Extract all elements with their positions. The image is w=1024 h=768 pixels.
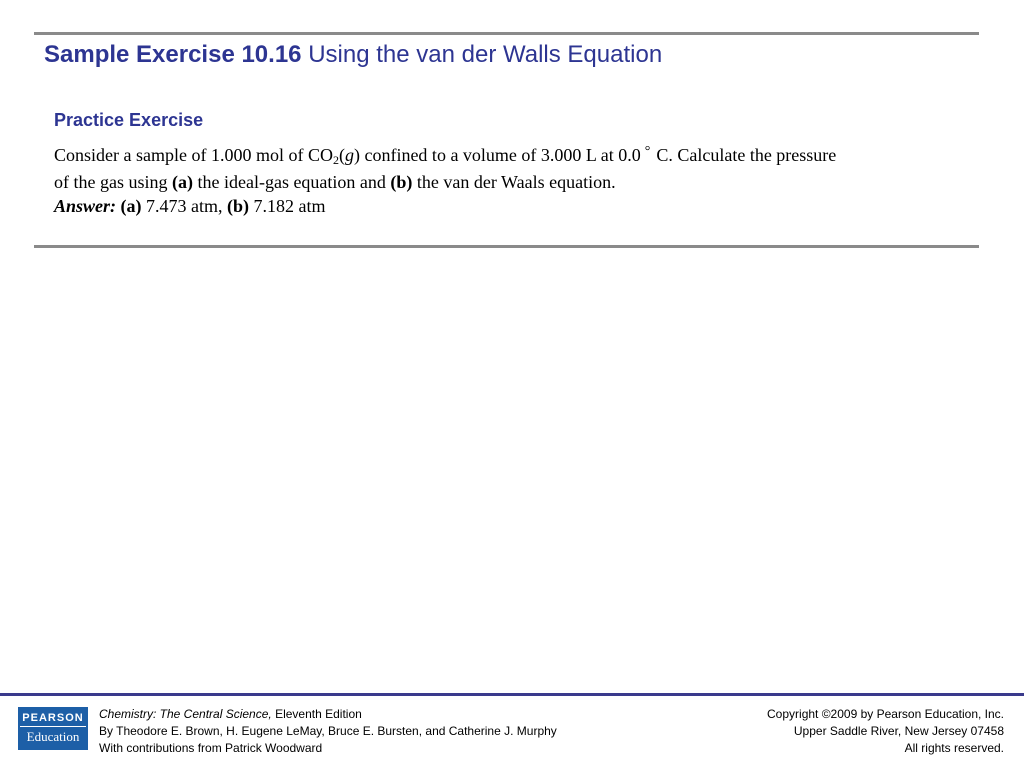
exercise-body bbox=[54, 143, 954, 218]
pearson-logo bbox=[18, 707, 88, 750]
footer-book-info bbox=[99, 706, 557, 757]
answer-a-label: (a) bbox=[120, 196, 142, 216]
title-number: Sample Exercise 10.16 bbox=[44, 41, 302, 68]
page-title bbox=[44, 41, 662, 69]
question-line-1 bbox=[54, 143, 954, 170]
answer-b-value: 7.182 atm bbox=[249, 196, 326, 216]
part-b-label: (b) bbox=[390, 172, 413, 192]
book-title-line bbox=[99, 706, 557, 723]
question-text-3: C. Calculate the pressure bbox=[656, 145, 837, 165]
question-line-2 bbox=[54, 170, 954, 194]
book-edition: Eleventh Edition bbox=[271, 707, 362, 721]
paren-open: ( bbox=[338, 145, 345, 165]
question-text-5: the ideal-gas equation and bbox=[192, 172, 391, 192]
degree-symbol: ° bbox=[644, 144, 651, 159]
answer-line bbox=[54, 194, 954, 218]
footer-copyright bbox=[767, 706, 1004, 757]
question-text: Consider a sample of 1.000 mol of CO bbox=[54, 145, 333, 165]
question-text-2: ) confined to a volume of 3.000 L at 0.0 bbox=[353, 145, 641, 165]
gas-state: g bbox=[344, 145, 354, 165]
question-text-4: of the gas using bbox=[54, 172, 172, 192]
rights-line: All rights reserved. bbox=[904, 741, 1004, 755]
address-line: Upper Saddle River, New Jersey 07458 bbox=[793, 724, 1004, 738]
book-contributions: With contributions from Patrick Woodward bbox=[99, 741, 323, 755]
book-authors: By Theodore E. Brown, H. Eugene LeMay, Bruce E. Bursten, and Catherine J. Murphy bbox=[99, 724, 557, 738]
answer-b-label: (b) bbox=[227, 196, 250, 216]
content-divider bbox=[34, 245, 979, 248]
top-divider bbox=[34, 32, 979, 35]
logo-top-text: PEARSON bbox=[20, 712, 85, 727]
practice-exercise-heading: Practice Exercise bbox=[54, 110, 204, 130]
answer-label: Answer: bbox=[54, 196, 117, 216]
book-title: Chemistry: The Central Science, bbox=[99, 707, 272, 721]
question-text-6: the van der Waals equation. bbox=[412, 172, 616, 192]
part-a-label: (a) bbox=[171, 172, 193, 192]
footer-divider bbox=[0, 693, 1024, 696]
answer-a-value: 7.473 atm, bbox=[141, 196, 228, 216]
subscript-2: 2 bbox=[332, 153, 339, 167]
title-text: Using the van der Walls Equation bbox=[308, 41, 663, 68]
copyright-line: Copyright ©2009 by Pearson Education, Inc. bbox=[767, 707, 1004, 721]
logo-bottom-text: Education bbox=[26, 729, 80, 744]
